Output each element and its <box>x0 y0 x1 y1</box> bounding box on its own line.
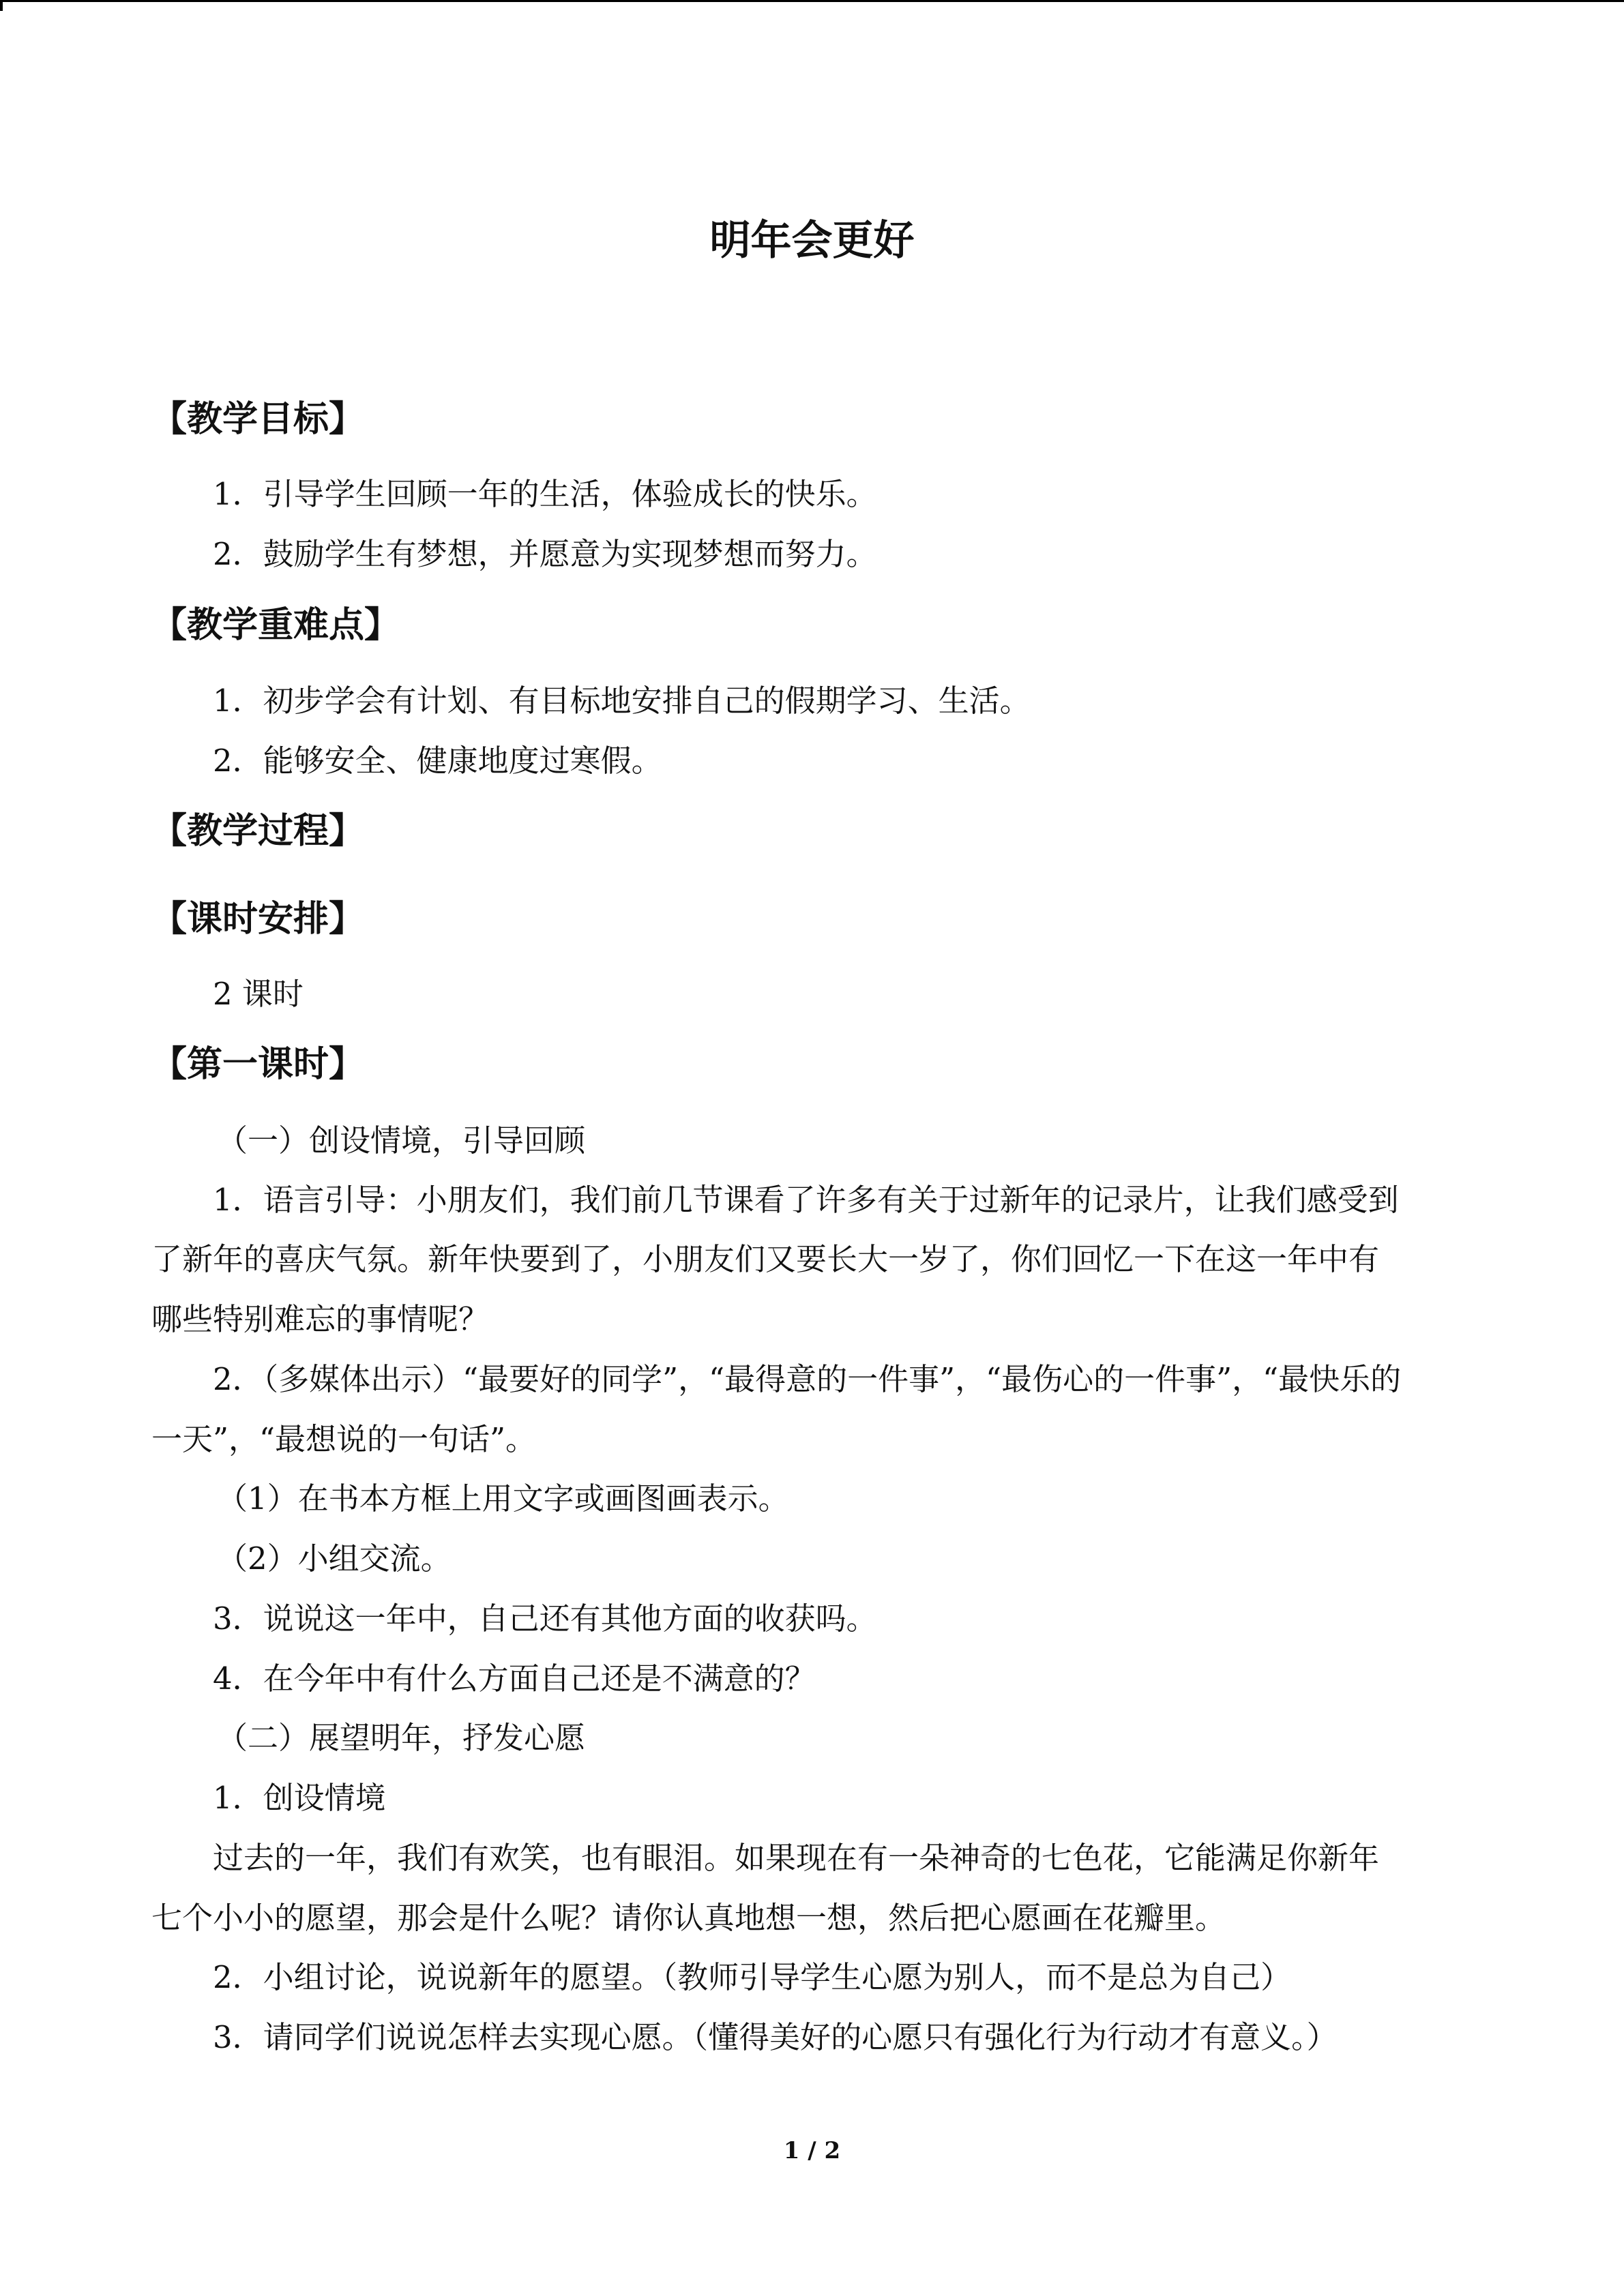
paragraph-3: 3．说说这一年中，自己还有其他方面的收获吗。 <box>213 1600 877 1637</box>
heading-key-points: 【教学重难点】 <box>151 605 400 646</box>
paragraph-1-line-1: 1．语言引导：小朋友们，我们前几节课看了许多有关于过新年的记录片，让我们感受到 <box>213 1182 1399 1218</box>
heading-lesson-1: 【第一课时】 <box>151 1044 365 1085</box>
heading-objectives: 【教学目标】 <box>151 399 365 440</box>
document-title: 明年会更好 <box>709 217 915 265</box>
scenario-line-2: 七个小小的愿望，那会是什么呢？请你认真地想一想，然后把心愿画在花瓣里。 <box>151 1900 1226 1936</box>
key-point-item-1: 1．初步学会有计划、有目标地安排自己的假期学习、生活。 <box>213 683 1031 719</box>
heading-process: 【教学过程】 <box>151 811 365 852</box>
page-number: 1 / 2 <box>783 2137 841 2164</box>
paragraph-2-line-2: 一天”，“最想说的一句话”。 <box>151 1421 537 1457</box>
top-border-line <box>0 0 1624 2</box>
part-2-item-2: 2．小组讨论，说说新年的愿望。（教师引导学生心愿为别人，而不是总为自己） <box>213 1959 1292 1995</box>
part-1-title: （一）创设情境，引导回顾 <box>217 1122 586 1159</box>
corner-mark <box>0 0 3 11</box>
sub-item-2: （2）小组交流。 <box>217 1540 452 1577</box>
schedule-text: 2 课时 <box>213 976 304 1012</box>
paragraph-2-line-1: 2．（多媒体出示）“最要好的同学”，“最得意的一件事”，“最伤心的一件事”，“最快乐的 <box>213 1361 1402 1397</box>
scenario-line-1: 过去的一年，我们有欢笑，也有眼泪。如果现在有一朵神奇的七色花，它能满足你新年 <box>213 1840 1380 1876</box>
objective-item-1: 1．引导学生回顾一年的生活，体验成长的快乐。 <box>213 476 877 512</box>
paragraph-1-line-2: 了新年的喜庆气氛。新年快要到了，小朋友们又要长大一岁了，你们回忆一下在这一年中有 <box>151 1241 1380 1277</box>
sub-item-1: （1）在书本方框上用文字或画图画表示。 <box>217 1480 789 1517</box>
paragraph-4: 4．在今年中有什么方面自己还是不满意的？ <box>213 1660 816 1697</box>
part-2-item-3: 3．请同学们说说怎样去实现心愿。（懂得美好的心愿只有强化行为行动才有意义。） <box>213 2019 1338 2055</box>
heading-schedule: 【课时安排】 <box>151 899 365 940</box>
part-2-title: （二）展望明年，抒发心愿 <box>217 1720 586 1756</box>
part-2-item-1: 1．创设情境 <box>213 1780 386 1816</box>
objective-item-2: 2．鼓励学生有梦想，并愿意为实现梦想而努力。 <box>213 536 877 572</box>
paragraph-1-line-3: 哪些特别难忘的事情呢？ <box>151 1301 490 1337</box>
key-point-item-2: 2．能够安全、健康地度过寒假。 <box>213 743 662 779</box>
